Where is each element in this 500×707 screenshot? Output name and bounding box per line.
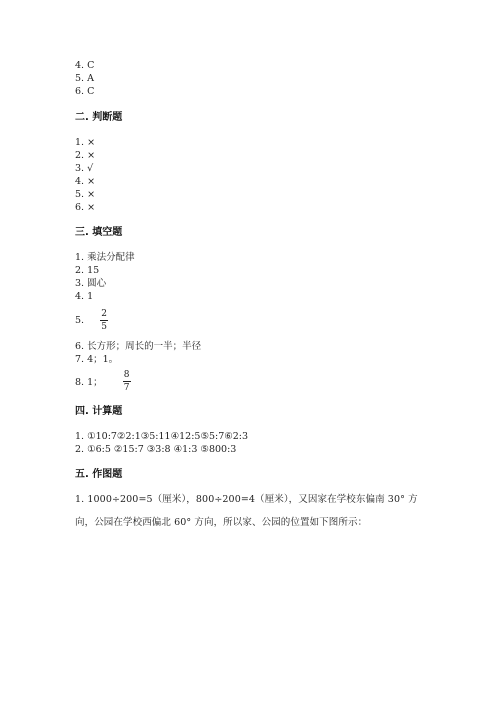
fill-answers [75, 251, 425, 393]
fill-item: 1. 乘法分配律 [75, 252, 135, 263]
choice-item: 6. C [75, 86, 95, 97]
section-title-draw: 五. 作图题 [75, 469, 123, 480]
fill-item-8 [75, 369, 425, 393]
fraction [100, 309, 108, 332]
judge-item: 5. × [75, 189, 96, 200]
fraction-bar [100, 320, 108, 321]
judge-answers [75, 136, 425, 214]
fraction [123, 370, 131, 393]
fill-item: 2. 15 [75, 265, 100, 276]
fill-item: 7. 4；1。 [75, 354, 119, 365]
choice-item: 4. C [75, 60, 95, 71]
section-title-judge: 二. 判断题 [75, 112, 123, 123]
choice-item: 5. A [75, 73, 94, 84]
fraction-numerator: 8 [123, 369, 130, 380]
fraction-denominator: 7 [123, 382, 130, 393]
fill-item: 6. 长方形；周长的一半；半径 [75, 341, 202, 352]
answer-page [75, 59, 425, 534]
judge-item: 6. × [75, 202, 96, 213]
fill-item-8-prefix: 8. 1； [75, 377, 103, 388]
fraction-denominator: 5 [101, 321, 107, 332]
judge-item: 1. × [75, 137, 96, 148]
fraction-numerator: 2 [101, 308, 107, 319]
judge-item: 4. × [75, 176, 96, 187]
section-title-calc: 四. 计算题 [75, 406, 123, 417]
fraction-bar [123, 381, 131, 382]
draw-answer-text: 1. 1000÷200=5（厘米），800÷200=4（厘米），又因家在学校东偏南 30° 方向，公园在学校西偏北 60° 方向，所以家、公园的位置如下图所示： [75, 494, 418, 528]
calc-item: 1. ①10:7②2:1③5:11④12:5⑤5:7⑥2:3 [75, 431, 249, 442]
calc-item: 2. ①6:5 ②15:7 ③3:8 ④1:3 ⑤800:3 [75, 444, 237, 455]
calc-answers [75, 430, 425, 456]
fill-item: 3. 圆心 [75, 278, 107, 289]
judge-item: 3. √ [75, 163, 94, 174]
section-title-fill: 三. 填空题 [75, 227, 123, 238]
judge-item: 2. × [75, 150, 96, 161]
fill-item: 4. 1 [75, 291, 94, 302]
choice-answers [75, 59, 425, 98]
fill-item-5-prefix: 5. [75, 314, 85, 326]
fill-item-5 [75, 308, 425, 332]
